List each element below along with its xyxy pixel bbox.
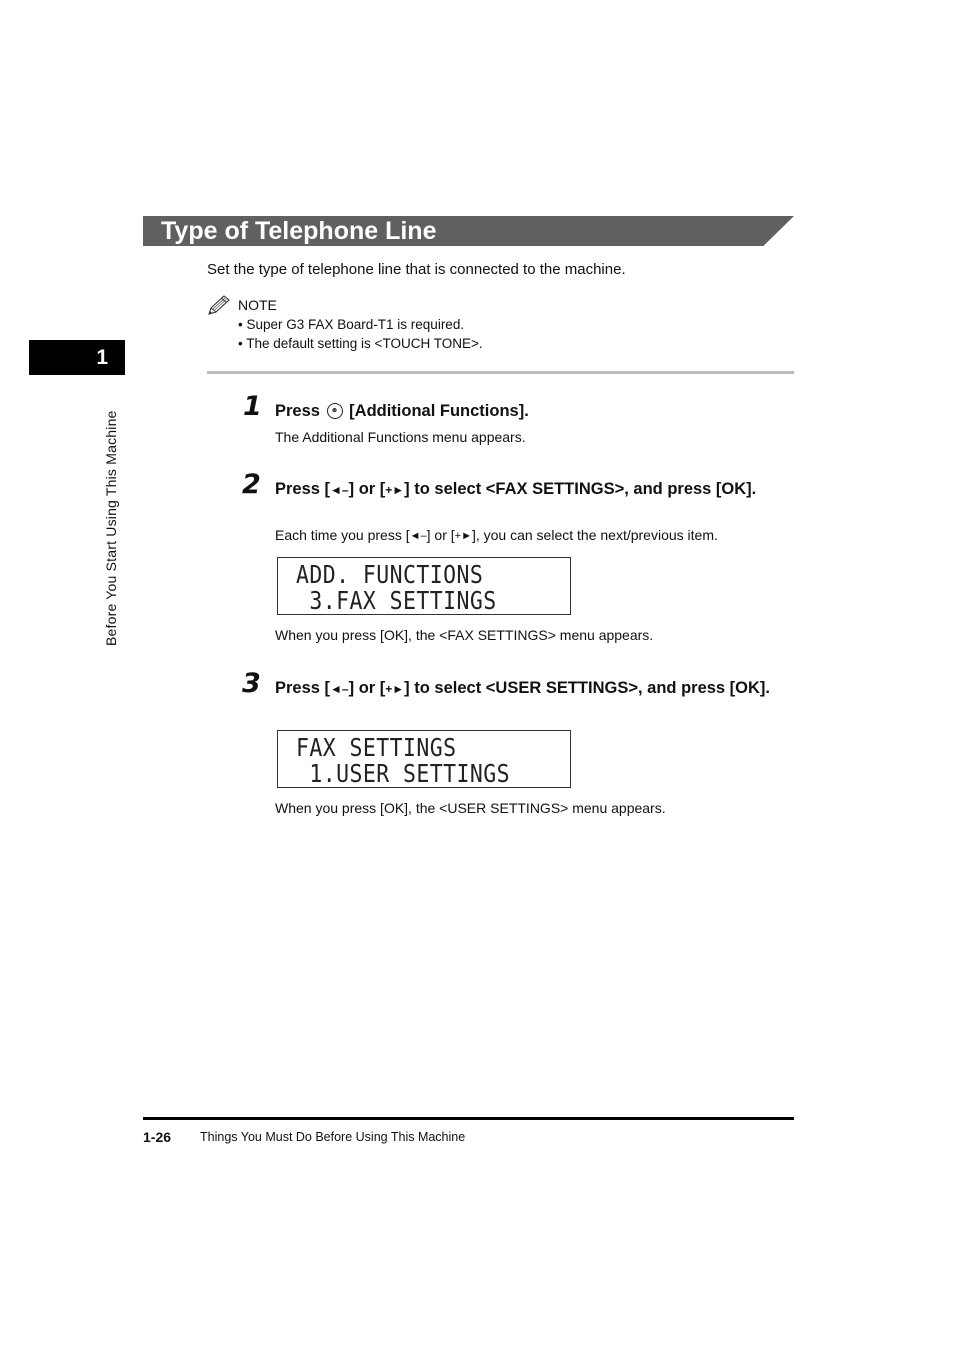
additional-functions-key-icon: ⊛	[327, 403, 343, 419]
lcd-line: ADD. FUNCTIONS	[296, 560, 484, 589]
step-description: The Additional Functions menu appears.	[275, 429, 526, 445]
step-text-part: ] or [	[348, 480, 386, 498]
step-instruction	[275, 479, 795, 500]
step-text-part: ] or [	[348, 679, 386, 697]
lcd-line: 3.FAX SETTINGS	[296, 586, 497, 615]
step-result: When you press [OK], the <FAX SETTINGS> menu appears.	[275, 627, 654, 643]
plus-right-arrow-key-icon: +►	[454, 530, 472, 543]
intro-text: Set the type of telephone line that is connected to the machine.	[207, 261, 626, 278]
step-text-part: Press [	[275, 480, 331, 498]
section-divider	[207, 371, 794, 374]
step-description	[275, 527, 718, 543]
step-text-part: Press	[275, 402, 320, 420]
pencil-note-icon	[206, 294, 232, 316]
step-instruction	[275, 678, 795, 699]
plus-right-arrow-key-icon: +►	[385, 482, 405, 497]
step-text-part: ] to select <FAX SETTINGS>, and press [OK].	[404, 480, 757, 498]
note-label: NOTE	[238, 297, 277, 313]
page-number: 1-26	[143, 1129, 172, 1145]
step-number: 2	[242, 469, 261, 500]
lcd-display	[277, 557, 571, 615]
note-item: • The default setting is <TOUCH TONE>.	[238, 336, 483, 351]
lcd-line: FAX SETTINGS	[296, 733, 457, 762]
chapter-side-label: Before You Start Using This Machine	[103, 410, 119, 646]
plus-right-arrow-key-icon: +►	[385, 681, 405, 696]
step-number: 3	[242, 668, 261, 699]
chapter-number: 1	[96, 345, 108, 369]
footer-chapter-title: Things You Must Do Before Using This Machine	[200, 1130, 466, 1144]
step-text-part: ] or [	[426, 527, 455, 543]
left-arrow-minus-key-icon: ◄–	[330, 681, 349, 696]
step-text-part: Each time you press [	[275, 527, 410, 543]
chapter-tab	[29, 340, 125, 375]
left-arrow-minus-key-icon: ◄–	[409, 530, 427, 543]
step-text-part: ], you can select the next/previous item.	[471, 527, 718, 543]
footer-rule	[143, 1117, 794, 1120]
left-arrow-minus-key-icon: ◄–	[330, 482, 349, 497]
step-text-part: ] to select <USER SETTINGS>, and press [OK].	[404, 679, 771, 697]
note-item: • Super G3 FAX Board-T1 is required.	[238, 317, 465, 332]
step-instruction	[275, 401, 529, 421]
step-text-part: [Additional Functions].	[349, 402, 529, 420]
lcd-display	[277, 730, 571, 788]
lcd-line: 1.USER SETTINGS	[296, 759, 510, 788]
step-result: When you press [OK], the <USER SETTINGS> menu appears.	[275, 800, 666, 816]
section-title: Type of Telephone Line	[161, 217, 437, 245]
step-text-part: Press [	[275, 679, 331, 697]
step-number: 1	[243, 391, 262, 422]
